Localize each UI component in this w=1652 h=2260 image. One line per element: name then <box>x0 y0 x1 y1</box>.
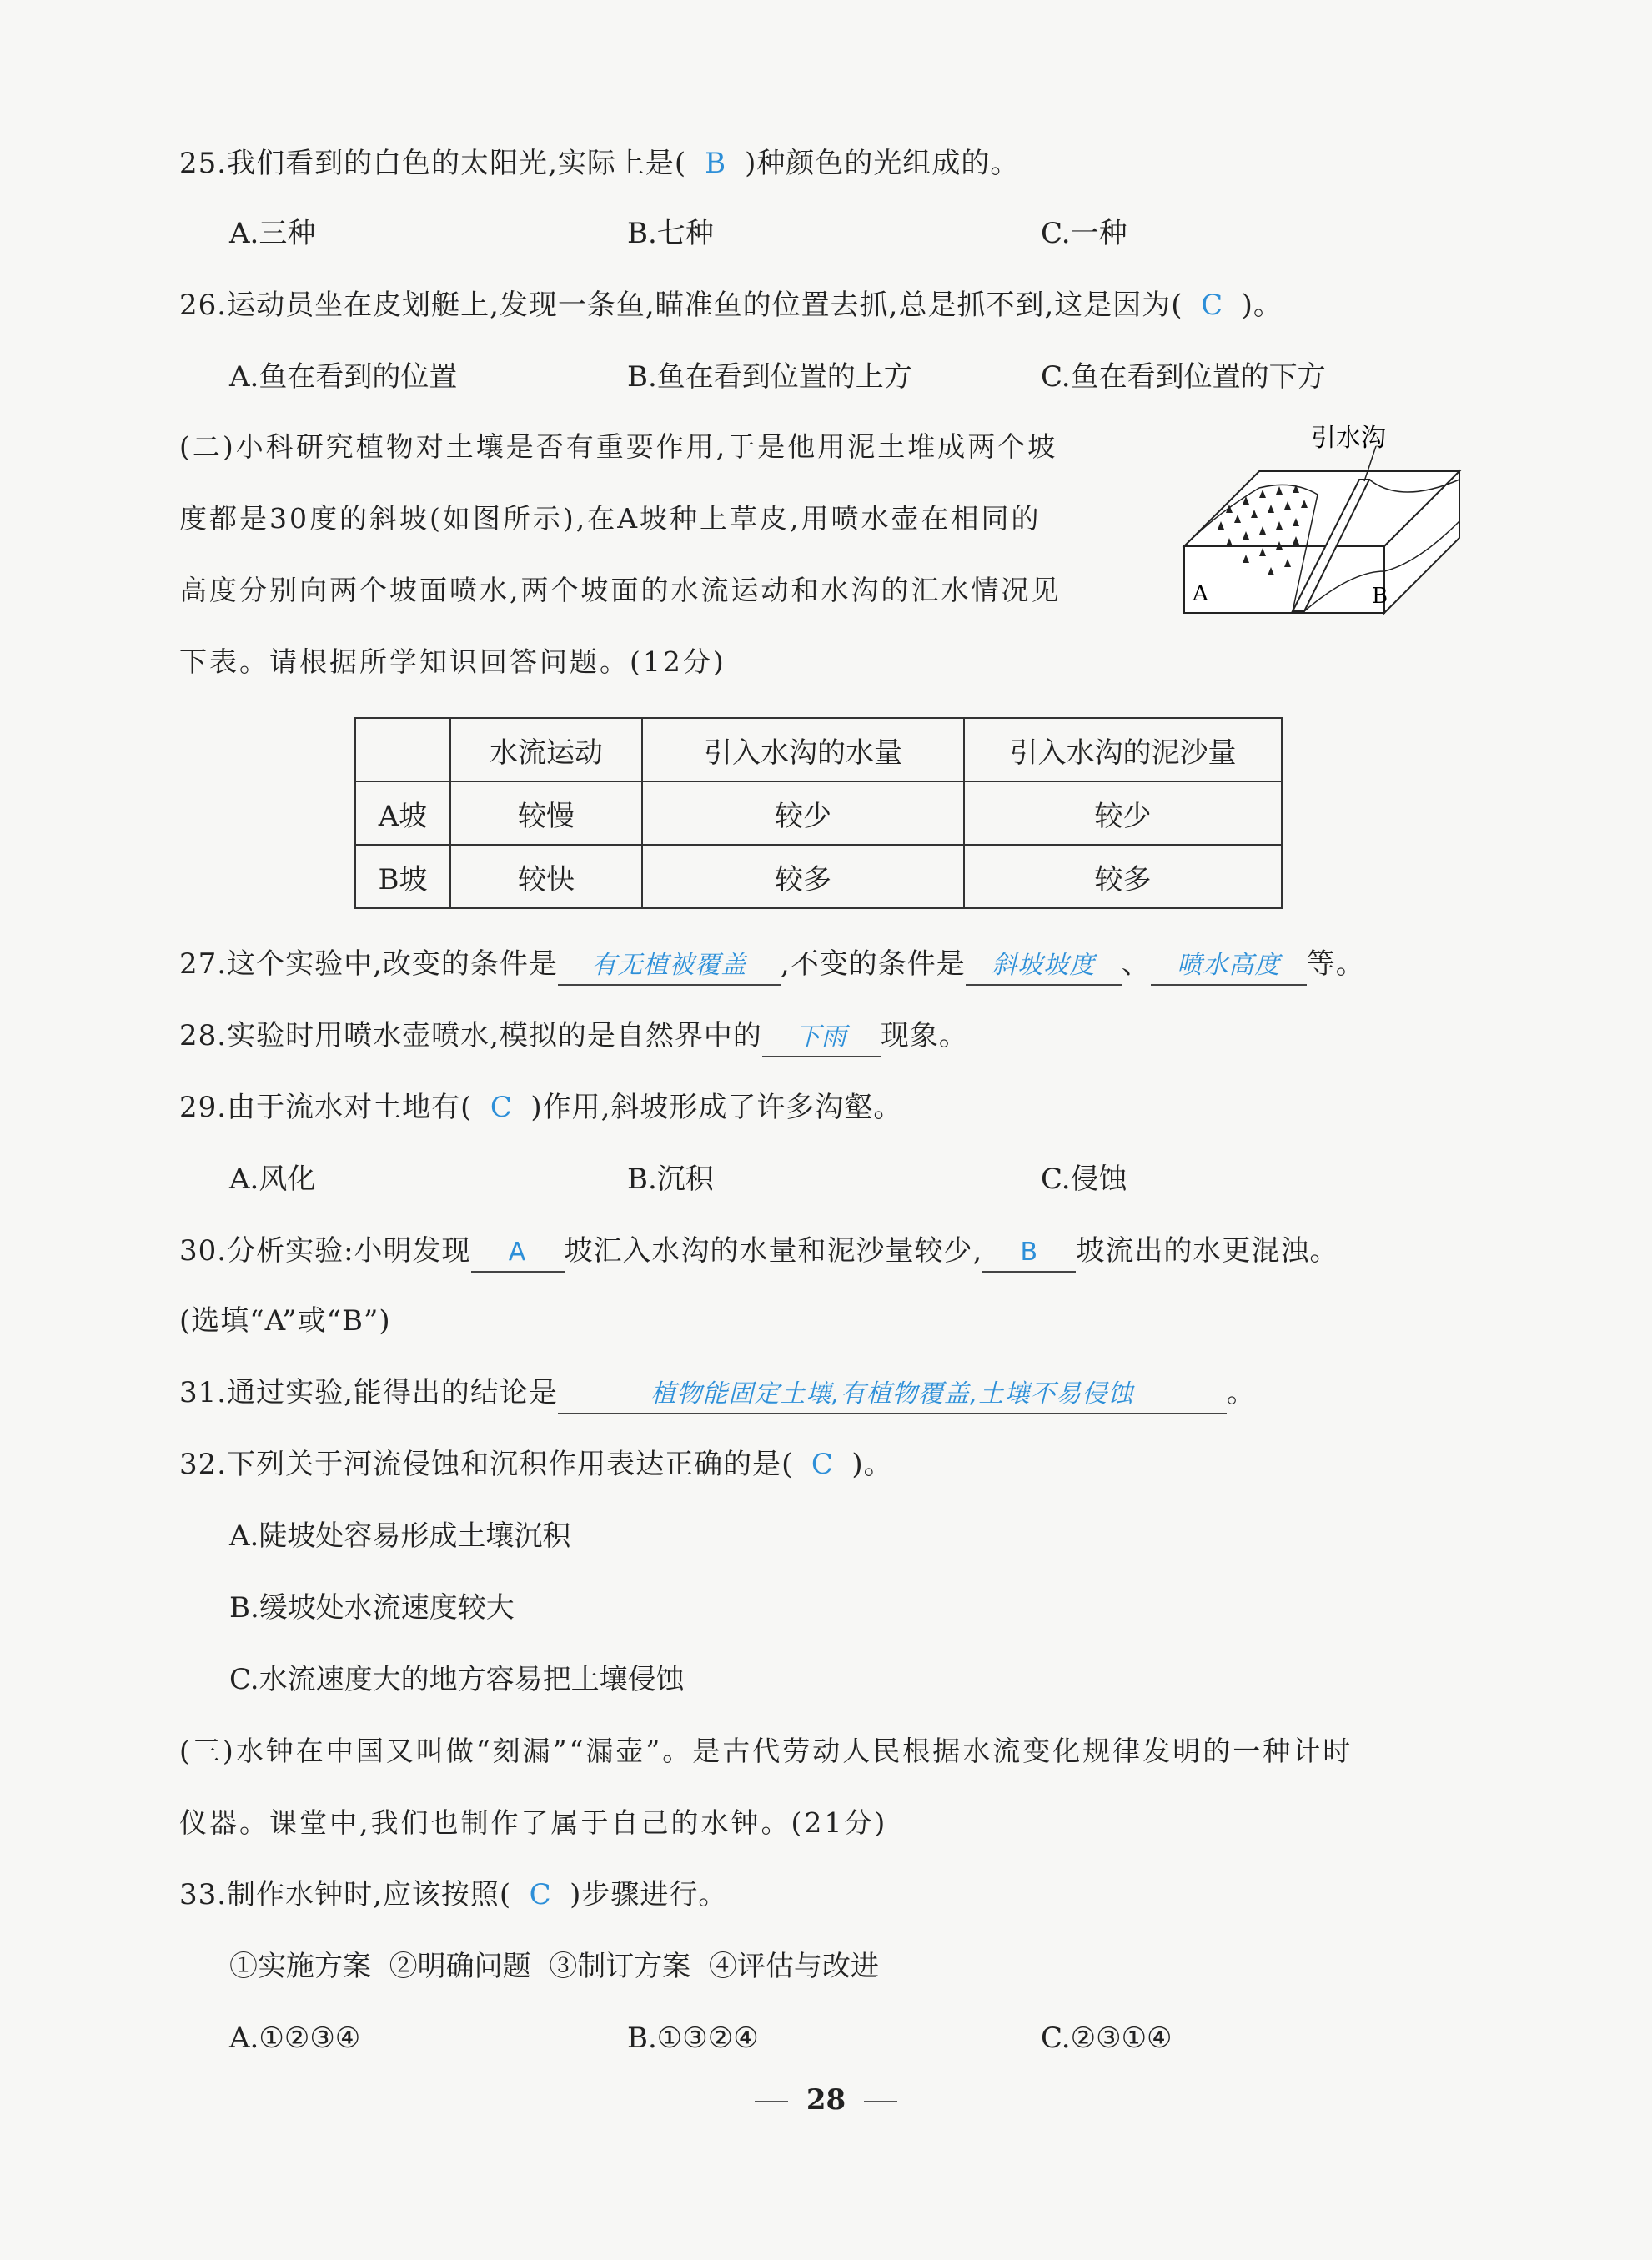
q27-answer-1: 有无植被覆盖 <box>558 947 781 986</box>
q30-answer-1: A <box>471 1234 565 1273</box>
q31-text-2: 。 <box>1226 1376 1256 1409</box>
figure-label-channel: 引水沟 <box>1311 424 1386 453</box>
q26-answer: C <box>1201 289 1224 322</box>
q30-text-1: 30.分析实验:小明发现 <box>179 1234 471 1268</box>
section2-line-2: 度都是30度的斜坡(如图所示),在A坡种上草皮,用喷水壶在相同的 <box>179 502 1042 535</box>
q25-option-c: C.一种 <box>1041 217 1127 250</box>
q28-text-2: 现象。 <box>880 1019 968 1052</box>
slope-experiment-figure <box>1167 421 1476 621</box>
q31-text-1: 31.通过实验,能得出的结论是 <box>179 1376 558 1409</box>
footer-dash-left <box>755 2101 788 2102</box>
table-row <box>355 781 1282 845</box>
q27-answer-3: 喷水高度 <box>1151 947 1307 986</box>
question-31 <box>179 1373 1256 1414</box>
table-cell: B坡 <box>355 845 450 908</box>
footer-dash-right <box>864 2101 897 2102</box>
figure-label-a: A <box>1193 581 1208 606</box>
q28-answer: 下雨 <box>762 1019 881 1057</box>
q25-stem: 25.我们看到的白色的太阳光,实际上是( <box>179 147 687 180</box>
q33-option-c: C.②③①④ <box>1041 2021 1172 2055</box>
q32-answer: C <box>811 1448 834 1481</box>
q27-text-3: 、 <box>1121 947 1151 981</box>
q30-note: (选填“A”或“B”) <box>179 1304 391 1338</box>
q28-text-1: 28.实验时用喷水壶喷水,模拟的是自然界中的 <box>179 1019 762 1052</box>
section3-line-1: (三)水钟在中国又叫做“刻漏”“漏壶”。是古代劳动人民根据水流变化规律发明的一种计时 <box>179 1735 1353 1767</box>
table-header-row <box>355 718 1282 781</box>
q27-text-1: 27.这个实验中,改变的条件是 <box>179 947 558 981</box>
q27-text-2: ,不变的条件是 <box>780 947 966 981</box>
q32-option-a: A.陡坡处容易形成土壤沉积 <box>229 1519 571 1553</box>
table-header-cell: 水流运动 <box>450 718 642 781</box>
table-cell: 较少 <box>642 781 964 845</box>
q29-stem-end: )作用,斜坡形成了许多沟壑。 <box>530 1091 903 1124</box>
table-header-cell: 引入水沟的水量 <box>642 718 964 781</box>
q32-stem-end: )。 <box>851 1448 893 1481</box>
question-25 <box>179 143 1019 183</box>
question-32 <box>179 1444 893 1484</box>
section2-line-1: (二)小科研究植物对土壤是否有重要作用,于是他用泥土堆成两个坡 <box>179 430 1058 463</box>
q29-stem: 29.由于流水对土地有( <box>179 1091 473 1124</box>
q26-option-c: C.鱼在看到位置的下方 <box>1041 360 1326 394</box>
question-30 <box>179 1231 1338 1273</box>
q30-answer-2: B <box>982 1234 1076 1273</box>
q27-text-4: 等。 <box>1306 947 1365 981</box>
q33-steps: ①实施方案 ②明确问题 ③制订方案 ④评估与改进 <box>229 1950 879 1983</box>
q30-text-3: 坡流出的水更混浊。 <box>1076 1234 1339 1268</box>
table-row <box>355 845 1282 908</box>
results-table <box>354 717 1283 909</box>
q29-option-b: B.沉积 <box>627 1163 714 1196</box>
q26-stem: 26.运动员坐在皮划艇上,发现一条鱼,瞄准鱼的位置去抓,总是抓不到,这是因为( <box>179 289 1183 322</box>
question-26 <box>179 285 1283 325</box>
q25-answer: B <box>705 147 727 180</box>
section2-line-3: 高度分别向两个坡面喷水,两个坡面的水流运动和水沟的汇水情况见 <box>179 574 1062 606</box>
section2-line-4: 下表。请根据所学知识回答问题。(12分) <box>179 645 726 678</box>
q25-option-b: B.七种 <box>627 217 714 250</box>
q29-option-a: A.风化 <box>229 1163 316 1196</box>
table-cell: A坡 <box>355 781 450 845</box>
q31-answer: 植物能固定土壤,有植物覆盖,土壤不易侵蚀 <box>558 1376 1227 1414</box>
q26-option-b: B.鱼在看到位置的上方 <box>627 360 912 394</box>
page-number: 28 <box>806 2083 846 2117</box>
question-27 <box>179 944 1365 986</box>
q33-stem: 33.制作水钟时,应该按照( <box>179 1878 512 1911</box>
table-cell: 较多 <box>964 845 1282 908</box>
table-cell: 较慢 <box>450 781 642 845</box>
table-header-cell: 引入水沟的泥沙量 <box>964 718 1282 781</box>
q30-text-2: 坡汇入水沟的水量和泥沙量较少, <box>564 1234 983 1268</box>
slope-diagram <box>1167 421 1476 621</box>
q33-option-a: A.①②③④ <box>229 2021 361 2055</box>
figure-label-b: B <box>1372 584 1388 609</box>
table-cell: 较快 <box>450 845 642 908</box>
q33-answer: C <box>529 1878 552 1911</box>
q33-stem-end: )步骤进行。 <box>570 1878 728 1911</box>
q26-stem-end: )。 <box>1241 289 1283 322</box>
question-29 <box>179 1087 902 1127</box>
question-33 <box>179 1875 727 1915</box>
question-28 <box>179 1016 968 1057</box>
section3-line-2: 仪器。课堂中,我们也制作了属于自己的水钟。(21分) <box>179 1806 888 1839</box>
page-footer <box>0 2083 1652 2117</box>
q25-option-a: A.三种 <box>229 217 316 250</box>
q25-stem-end: )种颜色的光组成的。 <box>745 147 1020 180</box>
table-cell: 较多 <box>642 845 964 908</box>
table-cell: 较少 <box>964 781 1282 845</box>
q27-answer-2: 斜坡坡度 <box>966 947 1122 986</box>
q33-option-b: B.①③②④ <box>627 2021 759 2055</box>
q32-option-b: B.缓坡处水流速度较大 <box>229 1591 515 1625</box>
q32-stem: 32.下列关于河流侵蚀和沉积作用表达正确的是( <box>179 1448 794 1481</box>
q32-option-c: C.水流速度大的地方容易把土壤侵蚀 <box>229 1663 685 1696</box>
q29-answer: C <box>490 1091 513 1124</box>
table-header-cell <box>355 718 450 781</box>
q29-option-c: C.侵蚀 <box>1041 1163 1127 1196</box>
q26-option-a: A.鱼在看到的位置 <box>229 360 458 394</box>
